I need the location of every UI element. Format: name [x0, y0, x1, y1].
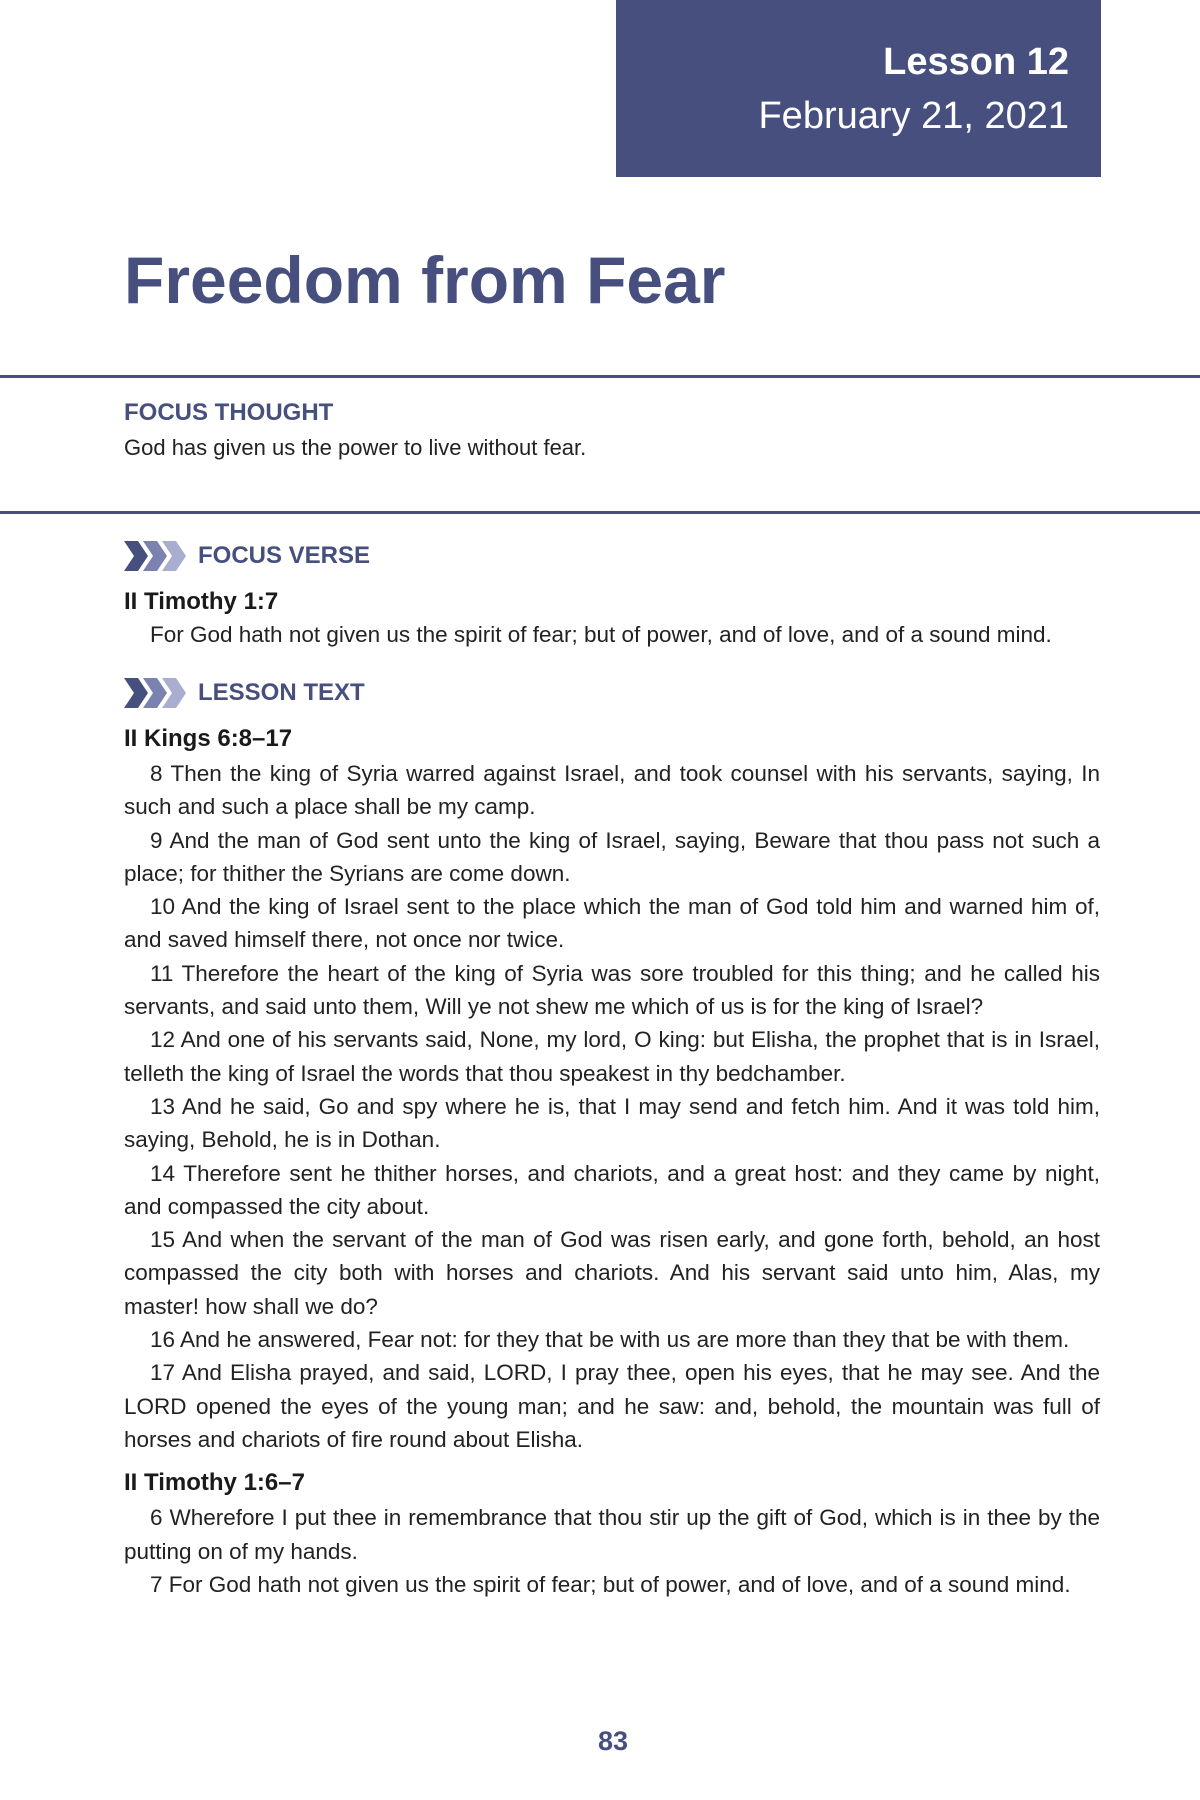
page-title: Freedom from Fear	[124, 243, 726, 317]
lesson-text-block	[124, 722, 1100, 1601]
verse: 9 And the man of God sent unto the king of Israel, saying, Beware that thou pass not such a place; for thither the Syrians are come down.	[124, 827, 1100, 886]
verse: 15 And when the servant of the man of God was risen early, and gone forth, behold, an host compassed the city both with horses and chariots. And his servant said unto him, Alas, my master! how shall we do?	[124, 1227, 1100, 1319]
divider-bottom	[0, 511, 1200, 514]
verse: 13 And he said, Go and spy where he is, that I may send and fetch him. And it was told him, saying, Behold, he is in Dothan.	[124, 1093, 1100, 1153]
focus-verse-text: For God hath not given us the spirit of fear; but of power, and of love, and of a sound mind.	[150, 622, 1052, 647]
focus-verse-reference: II Timothy 1:7	[124, 588, 279, 615]
lesson-text-section-head	[124, 676, 365, 710]
divider-top	[0, 375, 1200, 378]
verse: 14 Therefore sent he thither horses, and chariots, and a great host: and they came by night, and compassed the city about.	[124, 1160, 1100, 1219]
verse: 12 And one of his servants said, None, my lord, O king: but Elisha, the prophet that is in Israel, telleth the king of Israel the words that thou speakest in thy bedchamber.	[124, 1027, 1100, 1086]
lesson-number: Lesson 12	[883, 41, 1069, 83]
triple-chevron-icon	[124, 541, 186, 571]
verse: 11 Therefore the heart of the king of Syria was sore troubled for this thing; and he called his servants, and said unto them, Will ye not shew me which of us is for the king of Israel?	[124, 960, 1100, 1020]
focus-verse-block	[124, 618, 1100, 651]
triple-chevron-icon	[124, 678, 186, 708]
verse: 10 And the king of Israel sent to the place which the man of God told him and warned him of, and saved himself there, not once nor twice.	[124, 894, 1100, 953]
verse: 17 And Elisha prayed, and said, LORD, I pray thee, open his eyes, that he may see. And the LORD opened the eyes of the young man; and he saw: and, behold, the mountain was full of horses and chariots of fire round about Elisha.	[124, 1360, 1100, 1452]
lesson-date: February 21, 2021	[758, 95, 1069, 137]
passage-reference: II Timothy 1:6–7	[124, 1469, 305, 1497]
verse: 6 Wherefore I put thee in remembrance that thou stir up the gift of God, which is in thee by the putting on of my hands.	[124, 1505, 1100, 1564]
page-number: 83	[597, 1726, 629, 1756]
verse: 8 Then the king of Syria warred against Israel, and took counsel with his servants, saying, In such and such a place shall be my camp.	[124, 761, 1100, 820]
lesson-text-heading: LESSON TEXT	[198, 679, 365, 706]
focus-thought-text: God has given us the power to live without fear.	[124, 435, 587, 460]
verse: 7 For God hath not given us the spirit of fear; but of power, and of love, and of a sound mind.	[150, 1571, 1071, 1597]
lesson-header-box	[616, 0, 1101, 177]
focus-thought-heading: FOCUS THOUGHT	[124, 399, 334, 426]
focus-verse-section-head	[124, 539, 370, 573]
verse: 16 And he answered, Fear not: for they that be with us are more than they that be with them.	[150, 1327, 1070, 1353]
focus-verse-heading: FOCUS VERSE	[198, 542, 371, 569]
passage-reference: II Kings 6:8–17	[124, 725, 293, 752]
